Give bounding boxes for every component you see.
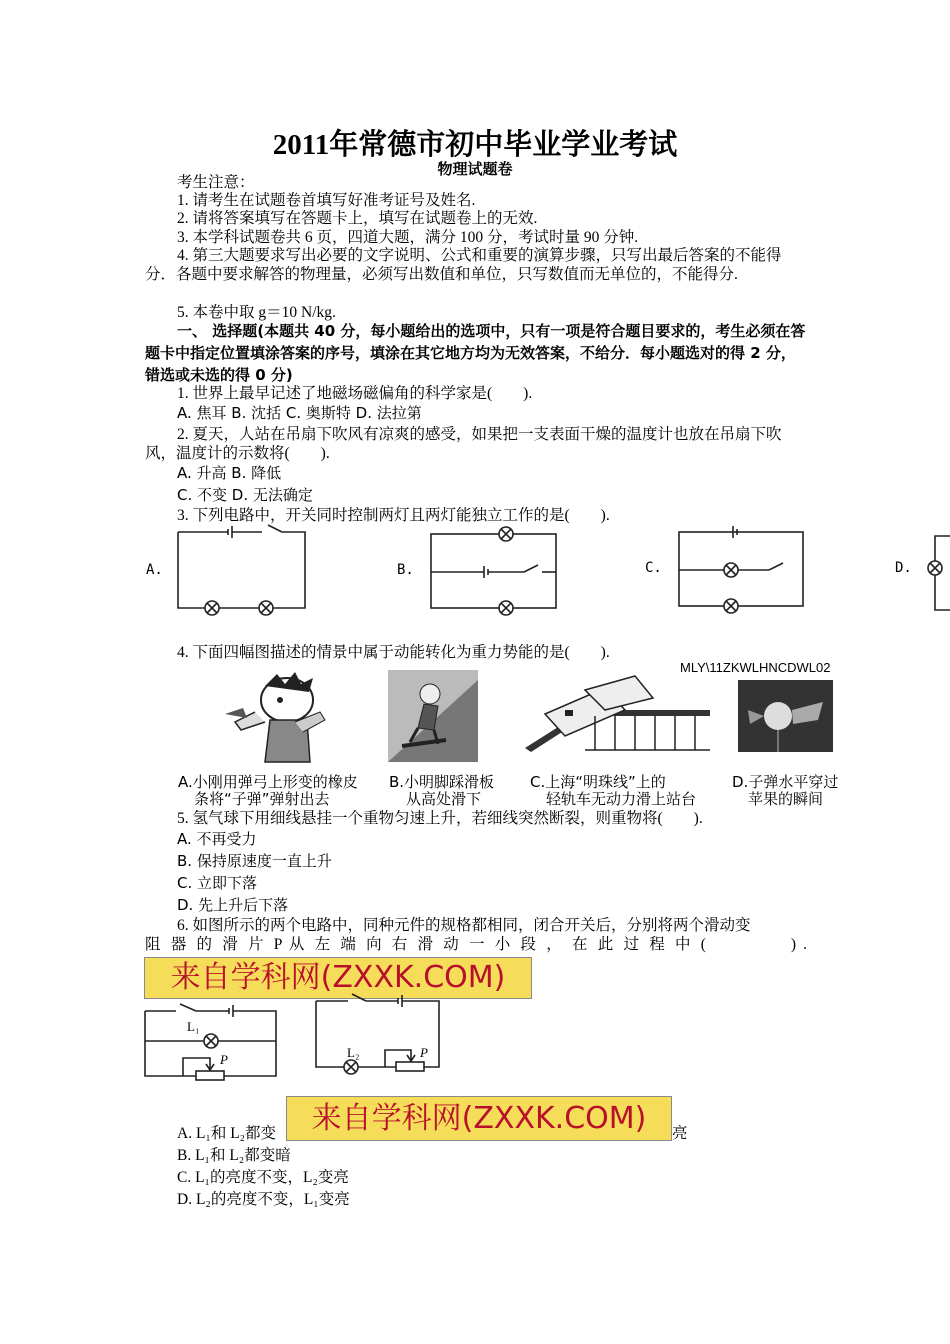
section-heading: 一、 选择题(本题共 40 分，每小题给出的选项中，只有一项是符合题目要求的，考生必须在答题卡中指定位置填涂答案的序号，填涂在其它地方均为无效答案，不给分．每小题选对的得 2 分，错选或未选的得 0 分) — [145, 322, 806, 384]
notice-item-1: 1. 请考生在试题卷首填写好准考证号及姓名. — [177, 192, 476, 209]
q2-options-1: A. 升高 B. 降低 — [177, 464, 282, 482]
q2-stem: 2. 夏天，人站在吊扇下吹风有凉爽的感受，如果把一支表面干燥的温度计也放在吊扇下吹风，温度计的示数将( ). — [145, 426, 782, 462]
q6-label-p-left: P — [220, 1052, 228, 1067]
q4-caption-a-2: 条将“子弹”弹射出去 — [194, 790, 330, 808]
q6-label-l2: L₂ — [347, 1045, 360, 1060]
circuit-d-label: D. — [895, 560, 912, 576]
watermark-banner-2: 来自学科网(ZXXK.COM) — [286, 1096, 672, 1141]
notice-item-2: 2. 请将答案填写在答题卡上，填写在试题卷上的无效. — [177, 210, 538, 227]
q6-option-a-end: 亮 — [672, 1125, 688, 1142]
notice-item-4: 4. 第三大题要求写出必要的文字说明、公式和重要的演算步骤，只写出最后答案的不能得分．各题中要求解答的物理量，必须写出数值和单位，只写数值而无单位的，不能得分. — [145, 247, 782, 283]
q6-option-d: D. L₂的亮度不变，L₁变亮 — [177, 1191, 350, 1208]
q4-code: MLY\11ZKWLHNCDWL02 — [680, 660, 831, 675]
page-title: 2011年常德市初中毕业学业考试 — [272, 129, 678, 161]
q4-caption-c-2: 轻轨车无动力滑上站台 — [546, 790, 697, 808]
q5-option-a: A. 不再受力 — [177, 830, 257, 848]
q6-option-c: C. L₁的亮度不变，L₂变亮 — [177, 1169, 349, 1186]
q6-label-l1: L₁ — [187, 1019, 200, 1034]
circuit-a-label: A. — [146, 562, 163, 578]
q2-options-2: C. 不变 D. 无法确定 — [177, 486, 313, 504]
q4-caption-b-2: 从高处滑下 — [406, 790, 482, 808]
q6-label-p-right: P — [420, 1045, 428, 1060]
q4-caption-b-1: B.小明脚踩滑板 — [389, 773, 495, 791]
q6-circuit-right — [316, 994, 439, 1074]
q1-stem: 1. 世界上最早记述了地磁场磁偏角的科学家是( ). — [177, 385, 533, 402]
q4-caption-a-1: A.小刚用弹弓上形变的橡皮 — [178, 773, 358, 791]
q5-option-d: D. 先上升后下落 — [177, 896, 289, 914]
q6-circuit-left — [145, 1004, 276, 1080]
circuit-b-label: B. — [397, 562, 414, 578]
q5-option-c: C. 立即下落 — [177, 874, 258, 892]
q4-caption-d-1: D.子弹水平穿过 — [732, 773, 839, 791]
watermark-banner-1: 来自学科网(ZXXK.COM) — [144, 957, 532, 999]
q5-stem: 5. 氢气球下用细线悬挂一个重物匀速上升，若细线突然断裂，则重物将( ). — [177, 810, 703, 827]
q6-option-b: B. L₁和 L₂都变暗 — [177, 1147, 291, 1164]
notice-item-3: 3. 本学科试题卷共 6 页，四道大题，满分 100 分，考试时量 90 分钟. — [177, 229, 639, 246]
notice-item-5: 5. 本卷中取 g＝10 N/kg. — [177, 304, 336, 321]
q6-stem-2: 阻 器 的 滑 片 P 从 左 端 向 右 滑 动 一 小 段 ， 在 此 过 程 中 ( ) . — [145, 936, 807, 953]
q4-caption-d-2: 苹果的瞬间 — [748, 790, 824, 808]
q5-option-b: B. 保持原速度一直上升 — [177, 852, 332, 870]
q6-option-a-start: A. L₁和 L₂都变 — [177, 1125, 277, 1142]
circuit-c-label: C. — [645, 560, 662, 576]
q3-stem: 3. 下列电路中，开关同时控制两灯且两灯能独立工作的是( ). — [177, 507, 610, 524]
notice-heading: 考生注意： — [177, 174, 255, 191]
page-subtitle: 物理试题卷 — [437, 160, 513, 178]
q4-caption-c-1: C.上海“明珠线”上的 — [530, 773, 666, 791]
q4-stem: 4. 下面四幅图描述的情景中属于动能转化为重力势能的是( ). — [177, 644, 610, 661]
q6-stem-1: 6. 如图所示的两个电路中，同种元件的规格都相同，闭合开关后，分别将两个滑动变 — [177, 917, 751, 934]
q1-options: A. 焦耳 B. 沈括 C. 奥斯特 D. 法拉第 — [177, 404, 422, 422]
